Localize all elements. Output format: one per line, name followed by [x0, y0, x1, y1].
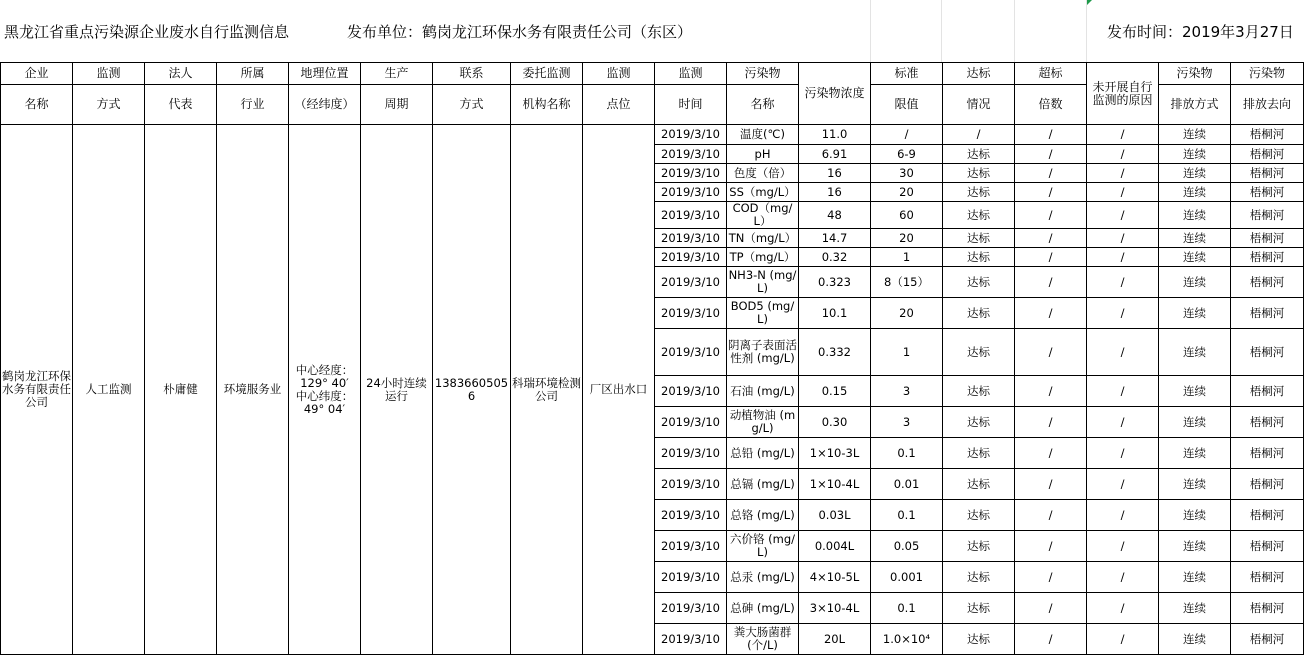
- limit-cell: 1: [871, 248, 943, 267]
- mode-cell: 连续: [1159, 267, 1231, 298]
- concentration-cell: 0.30: [799, 407, 871, 438]
- pollutant-cell: pH: [727, 145, 799, 164]
- header-exceed-multiple-top: 超标: [1015, 63, 1087, 85]
- mode-cell: 连续: [1159, 183, 1231, 202]
- limit-cell: 0.001: [871, 562, 943, 593]
- limit-cell: 1.0×10⁴: [871, 624, 943, 655]
- exceed-cell: /: [1015, 329, 1087, 376]
- date-cell: 2019/3/10: [655, 183, 727, 202]
- status-cell: 达标: [943, 267, 1015, 298]
- mode-cell: 连续: [1159, 248, 1231, 267]
- mode-cell: 连续: [1159, 298, 1231, 329]
- header-unmonitored-reason: 未开展自行监测的原因: [1087, 63, 1159, 125]
- pollutant-cell: 总铅 (mg/L): [727, 438, 799, 469]
- mode-cell: 连续: [1159, 376, 1231, 407]
- status-cell: /: [943, 125, 1015, 145]
- dest-cell: 梧桐河: [1231, 376, 1304, 407]
- mode-cell: 连续: [1159, 624, 1231, 655]
- location-cell: 中心经度：129° 40′ 中心纬度：49° 04′: [289, 125, 361, 655]
- status-cell: 达标: [943, 298, 1015, 329]
- mode-cell: 连续: [1159, 562, 1231, 593]
- header-standard-limit-top: 标准: [871, 63, 943, 85]
- agency-cell: 科瑞环境检测公司: [511, 125, 583, 655]
- pollutant-cell: BOD5 (mg/L): [727, 298, 799, 329]
- header-contact-bottom: 方式: [433, 85, 511, 125]
- pollutant-cell: 色度（倍）: [727, 164, 799, 183]
- point-cell: 厂区出水口: [583, 125, 655, 655]
- header-contact-top: 联系: [433, 63, 511, 85]
- date-cell: 2019/3/10: [655, 469, 727, 500]
- concentration-cell: 10.1: [799, 298, 871, 329]
- concentration-cell: 4×10-5L: [799, 562, 871, 593]
- status-cell: 达标: [943, 376, 1015, 407]
- dest-cell: 梧桐河: [1231, 125, 1304, 145]
- concentration-cell: 14.7: [799, 229, 871, 248]
- dest-cell: 梧桐河: [1231, 145, 1304, 164]
- header-monitoring-point-bottom: 点位: [583, 85, 655, 125]
- header-cycle-top: 生产: [361, 63, 433, 85]
- header-monitoring-method-bottom: 方式: [73, 85, 145, 125]
- exceed-cell: /: [1015, 500, 1087, 531]
- concentration-cell: 11.0: [799, 125, 871, 145]
- table-row: [1, 125, 1304, 145]
- mode-cell: 连续: [1159, 125, 1231, 145]
- status-cell: 达标: [943, 248, 1015, 267]
- status-cell: 达标: [943, 183, 1015, 202]
- dest-cell: 梧桐河: [1231, 500, 1304, 531]
- limit-cell: 30: [871, 164, 943, 183]
- status-cell: 达标: [943, 229, 1015, 248]
- date-cell: 2019/3/10: [655, 202, 727, 229]
- header-discharge-dest-bottom: 排放去向: [1231, 85, 1304, 125]
- dest-cell: 梧桐河: [1231, 229, 1304, 248]
- pollutant-cell: 六价铬 (mg/L): [727, 531, 799, 562]
- date-cell: 2019/3/10: [655, 438, 727, 469]
- limit-cell: 8（15）: [871, 267, 943, 298]
- header-agency-top: 委托监测: [511, 63, 583, 85]
- status-cell: 达标: [943, 407, 1015, 438]
- status-cell: 达标: [943, 438, 1015, 469]
- reason-cell: /: [1087, 329, 1159, 376]
- exceed-cell: /: [1015, 202, 1087, 229]
- reason-cell: /: [1087, 624, 1159, 655]
- mode-cell: 连续: [1159, 329, 1231, 376]
- reason-cell: /: [1087, 531, 1159, 562]
- exceed-cell: /: [1015, 376, 1087, 407]
- status-cell: 达标: [943, 624, 1015, 655]
- method-cell: 人工监测: [73, 125, 145, 655]
- header-discharge-mode-top: 污染物: [1159, 63, 1231, 85]
- pollutant-cell: 总铬 (mg/L): [727, 500, 799, 531]
- mode-cell: 连续: [1159, 229, 1231, 248]
- header-monitoring-method-top: 监测: [73, 63, 145, 85]
- reason-cell: /: [1087, 562, 1159, 593]
- concentration-cell: 1×10-3L: [799, 438, 871, 469]
- header-monitoring-time-bottom: 时间: [655, 85, 727, 125]
- limit-cell: 0.05: [871, 531, 943, 562]
- legal-rep-cell: 朴庸健: [145, 125, 217, 655]
- reason-cell: /: [1087, 125, 1159, 145]
- date-cell: 2019/3/10: [655, 593, 727, 624]
- limit-cell: 1: [871, 329, 943, 376]
- date-cell: 2019/3/10: [655, 164, 727, 183]
- date-cell: 2019/3/10: [655, 562, 727, 593]
- pollutant-cell: 温度(℃): [727, 125, 799, 145]
- exceed-cell: /: [1015, 438, 1087, 469]
- dest-cell: 梧桐河: [1231, 202, 1304, 229]
- status-cell: 达标: [943, 562, 1015, 593]
- exceed-cell: /: [1015, 229, 1087, 248]
- concentration-cell: 1×10-4L: [799, 469, 871, 500]
- concentration-cell: 3×10-4L: [799, 593, 871, 624]
- status-cell: 达标: [943, 531, 1015, 562]
- exceed-cell: /: [1015, 267, 1087, 298]
- page-title: 黑龙江省重点污染源企业废水自行监测信息: [4, 23, 290, 41]
- limit-cell: 0.1: [871, 500, 943, 531]
- limit-cell: 3: [871, 407, 943, 438]
- exceed-cell: /: [1015, 531, 1087, 562]
- date-cell: 2019/3/10: [655, 407, 727, 438]
- concentration-cell: 48: [799, 202, 871, 229]
- header-monitoring-time-top: 监测: [655, 63, 727, 85]
- exceed-cell: /: [1015, 164, 1087, 183]
- header-pollutant-name-bottom: 名称: [727, 85, 799, 125]
- limit-cell: 0.01: [871, 469, 943, 500]
- dest-cell: 梧桐河: [1231, 183, 1304, 202]
- exceed-cell: /: [1015, 469, 1087, 500]
- pollutant-cell: TN（mg/L）: [727, 229, 799, 248]
- dest-cell: 梧桐河: [1231, 407, 1304, 438]
- reason-cell: /: [1087, 267, 1159, 298]
- reason-cell: /: [1087, 164, 1159, 183]
- mode-cell: 连续: [1159, 593, 1231, 624]
- phone-cell: 13836605056: [433, 125, 511, 655]
- date-cell: 2019/3/10: [655, 500, 727, 531]
- company-name-cell: 鹤岗龙江环保水务有限责任公司: [1, 125, 73, 655]
- date-cell: 2019/3/10: [655, 267, 727, 298]
- limit-cell: 3: [871, 376, 943, 407]
- pollutant-cell: NH3-N (mg/L): [727, 267, 799, 298]
- exceed-cell: /: [1015, 624, 1087, 655]
- reason-cell: /: [1087, 145, 1159, 164]
- pollutant-cell: 石油 (mg/L): [727, 376, 799, 407]
- header-industry-bottom: 行业: [217, 85, 289, 125]
- dest-cell: 梧桐河: [1231, 531, 1304, 562]
- dest-cell: 梧桐河: [1231, 593, 1304, 624]
- header-pollutant-name-top: 污染物: [727, 63, 799, 85]
- header-company-name-top: 企业: [1, 63, 73, 85]
- mode-cell: 连续: [1159, 469, 1231, 500]
- date-cell: 2019/3/10: [655, 531, 727, 562]
- dest-cell: 梧桐河: [1231, 267, 1304, 298]
- header-location-bottom: （经纬度）: [289, 85, 361, 125]
- dest-cell: 梧桐河: [1231, 562, 1304, 593]
- status-cell: 达标: [943, 329, 1015, 376]
- date-cell: 2019/3/10: [655, 298, 727, 329]
- header-exceed-multiple-bottom: 倍数: [1015, 85, 1087, 125]
- pollutant-cell: 总砷 (mg/L): [727, 593, 799, 624]
- pollutant-cell: 总汞 (mg/L): [727, 562, 799, 593]
- header-cycle-bottom: 周期: [361, 85, 433, 125]
- concentration-cell: 6.91: [799, 145, 871, 164]
- concentration-cell: 0.15: [799, 376, 871, 407]
- limit-cell: 6-9: [871, 145, 943, 164]
- reason-cell: /: [1087, 407, 1159, 438]
- pollutant-cell: SS（mg/L）: [727, 183, 799, 202]
- publisher-unit: 发布单位：鹤岗龙江环保水务有限责任公司（东区）: [347, 23, 693, 41]
- pollutant-cell: 阴离子表面活性剂 (mg/L): [727, 329, 799, 376]
- concentration-cell: 20L: [799, 624, 871, 655]
- exceed-cell: /: [1015, 562, 1087, 593]
- cycle-cell: 24小时连续运行: [361, 125, 433, 655]
- monitoring-table: [0, 62, 1304, 655]
- dest-cell: 梧桐河: [1231, 438, 1304, 469]
- concentration-cell: 0.004L: [799, 531, 871, 562]
- dest-cell: 梧桐河: [1231, 329, 1304, 376]
- exceed-cell: /: [1015, 298, 1087, 329]
- mode-cell: 连续: [1159, 500, 1231, 531]
- mode-cell: 连续: [1159, 531, 1231, 562]
- header-industry-top: 所属: [217, 63, 289, 85]
- mode-cell: 连续: [1159, 164, 1231, 183]
- header-discharge-mode-bottom: 排放方式: [1159, 85, 1231, 125]
- dest-cell: 梧桐河: [1231, 248, 1304, 267]
- mode-cell: 连续: [1159, 438, 1231, 469]
- mode-cell: 连续: [1159, 145, 1231, 164]
- status-cell: 达标: [943, 593, 1015, 624]
- reason-cell: /: [1087, 248, 1159, 267]
- limit-cell: 20: [871, 183, 943, 202]
- industry-cell: 环境服务业: [217, 125, 289, 655]
- header-standard-limit-bottom: 限值: [871, 85, 943, 125]
- header-agency-bottom: 机构名称: [511, 85, 583, 125]
- dest-cell: 梧桐河: [1231, 164, 1304, 183]
- exceed-cell: /: [1015, 145, 1087, 164]
- date-cell: 2019/3/10: [655, 229, 727, 248]
- reason-cell: /: [1087, 183, 1159, 202]
- limit-cell: 0.1: [871, 593, 943, 624]
- reason-cell: /: [1087, 229, 1159, 248]
- reason-cell: /: [1087, 593, 1159, 624]
- status-cell: 达标: [943, 202, 1015, 229]
- header-legal-rep-top: 法人: [145, 63, 217, 85]
- status-cell: 达标: [943, 145, 1015, 164]
- exceed-cell: /: [1015, 593, 1087, 624]
- dest-cell: 梧桐河: [1231, 469, 1304, 500]
- date-cell: 2019/3/10: [655, 376, 727, 407]
- pollutant-cell: COD（mg/L）: [727, 202, 799, 229]
- publish-time: 发布时间：2019年3月27日: [1107, 23, 1294, 41]
- concentration-cell: 16: [799, 164, 871, 183]
- limit-cell: 20: [871, 298, 943, 329]
- exceed-cell: /: [1015, 248, 1087, 267]
- header-compliance-top: 达标: [943, 63, 1015, 85]
- concentration-cell: 0.332: [799, 329, 871, 376]
- limit-cell: 60: [871, 202, 943, 229]
- pollutant-cell: TP（mg/L）: [727, 248, 799, 267]
- reason-cell: /: [1087, 202, 1159, 229]
- reason-cell: /: [1087, 438, 1159, 469]
- header-discharge-dest-top: 污染物: [1231, 63, 1304, 85]
- limit-cell: /: [871, 125, 943, 145]
- header-company-name-bottom: 名称: [1, 85, 73, 125]
- reason-cell: /: [1087, 298, 1159, 329]
- limit-cell: 0.1: [871, 438, 943, 469]
- exceed-cell: /: [1015, 183, 1087, 202]
- header-compliance-bottom: 情况: [943, 85, 1015, 125]
- date-cell: 2019/3/10: [655, 125, 727, 145]
- date-cell: 2019/3/10: [655, 624, 727, 655]
- concentration-cell: 0.323: [799, 267, 871, 298]
- date-cell: 2019/3/10: [655, 329, 727, 376]
- exceed-cell: /: [1015, 407, 1087, 438]
- dest-cell: 梧桐河: [1231, 624, 1304, 655]
- exceed-cell: /: [1015, 125, 1087, 145]
- header-monitoring-point-top: 监测: [583, 63, 655, 85]
- reason-cell: /: [1087, 500, 1159, 531]
- pollutant-cell: 总镉 (mg/L): [727, 469, 799, 500]
- header-concentration: 污染物浓度: [799, 63, 871, 125]
- header-location-top: 地理位置: [289, 63, 361, 85]
- dest-cell: 梧桐河: [1231, 298, 1304, 329]
- date-cell: 2019/3/10: [655, 248, 727, 267]
- header-row-1: [1, 63, 1304, 85]
- limit-cell: 20: [871, 229, 943, 248]
- reason-cell: /: [1087, 376, 1159, 407]
- title-bar: [0, 0, 1304, 62]
- status-cell: 达标: [943, 500, 1015, 531]
- concentration-cell: 16: [799, 183, 871, 202]
- concentration-cell: 0.03L: [799, 500, 871, 531]
- concentration-cell: 0.32: [799, 248, 871, 267]
- reason-cell: /: [1087, 469, 1159, 500]
- header-legal-rep-bottom: 代表: [145, 85, 217, 125]
- status-cell: 达标: [943, 469, 1015, 500]
- date-cell: 2019/3/10: [655, 145, 727, 164]
- pollutant-cell: 动植物油 (mg/L): [727, 407, 799, 438]
- mode-cell: 连续: [1159, 202, 1231, 229]
- pollutant-cell: 粪大肠菌群 (个/L): [727, 624, 799, 655]
- status-cell: 达标: [943, 164, 1015, 183]
- mode-cell: 连续: [1159, 407, 1231, 438]
